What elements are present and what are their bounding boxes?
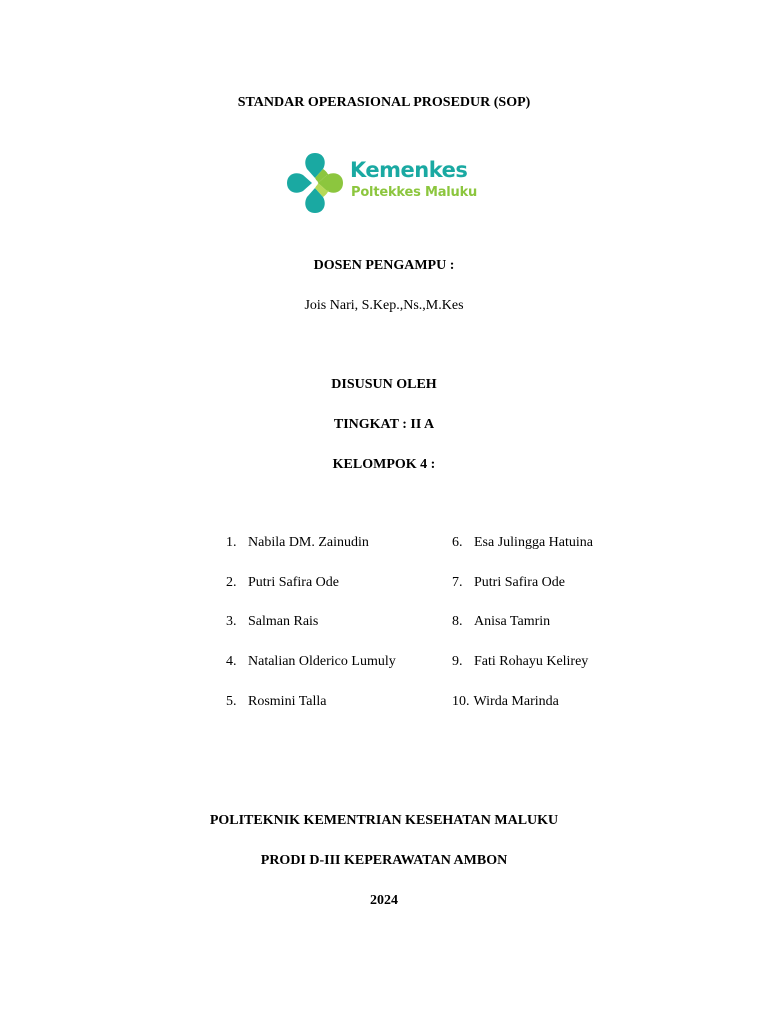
lecturer-name: Jois Nari, S.Kep.,Ns.,M.Kes [304, 298, 464, 313]
list-item [452, 534, 593, 552]
list-item [226, 613, 318, 631]
list-item-name: Anisa Tamrin [474, 614, 551, 629]
logo-brand-text: Kemenkes [350, 158, 468, 182]
list-item [226, 653, 396, 671]
list-item-name: Rosmini Talla [248, 694, 327, 709]
group-heading: KELOMPOK 4 : [332, 457, 436, 472]
list-item-number: 9. [452, 654, 463, 669]
level-heading: TINGKAT : II A [333, 417, 435, 432]
list-item [452, 693, 559, 711]
list-item-name: Wirda Marinda [473, 694, 559, 709]
list-item-number: 5. [226, 694, 237, 709]
list-item [226, 693, 326, 711]
list-item-name: Putri Safira Ode [248, 575, 339, 590]
list-item-name: Putri Safira Ode [474, 575, 565, 590]
list-item-number: 3. [226, 614, 237, 629]
lecturer-heading: DOSEN PENGAMPU : [313, 258, 455, 273]
document-title: STANDAR OPERASIONAL PROSEDUR (SOP) [237, 95, 531, 110]
program-name: PRODI D-III KEPERAWATAN AMBON [260, 853, 508, 868]
institution-name: POLITEKNIK KEMENTRIAN KESEHATAN MALUKU [209, 813, 559, 828]
list-item-name: Salman Rais [248, 614, 319, 629]
list-item-number: 1. [226, 535, 237, 550]
list-item-name: Natalian Olderico Lumuly [248, 654, 396, 669]
list-item [452, 613, 550, 631]
list-item-name: Esa Julingga Hatuina [474, 535, 593, 550]
list-item [452, 574, 565, 592]
list-item-name: Nabila DM. Zainudin [248, 535, 369, 550]
logo-sub-text: Poltekkes Maluku [351, 185, 478, 200]
list-item [226, 534, 369, 552]
compiled-by-heading: DISUSUN OLEH [331, 377, 437, 392]
list-item-name: Fati Rohayu Kelirey [474, 654, 589, 669]
list-item-number: 2. [226, 575, 237, 590]
list-item-number: 4. [226, 654, 237, 669]
list-item-number: 8. [452, 614, 463, 629]
list-item [452, 653, 588, 671]
year: 2024 [370, 893, 398, 908]
kemenkes-logo [284, 150, 489, 216]
member-list [0, 534, 768, 724]
list-item-number: 6. [452, 535, 463, 550]
list-item-number: 7. [452, 575, 463, 590]
kemenkes-leaf-cross-icon [284, 150, 346, 216]
list-item-number: 10. [452, 694, 470, 709]
list-item [226, 574, 339, 592]
